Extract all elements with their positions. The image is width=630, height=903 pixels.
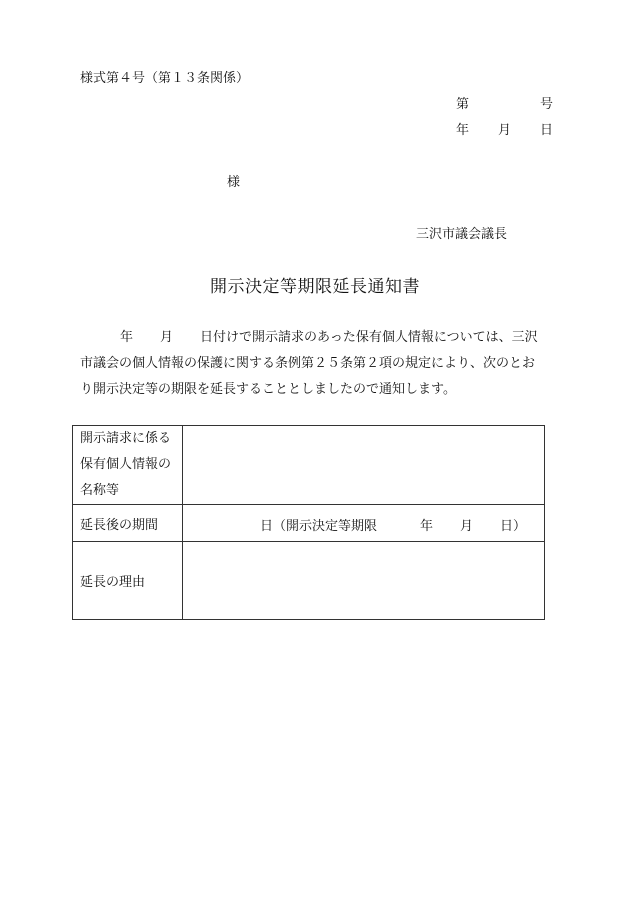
period-value-cell[interactable]	[183, 505, 545, 542]
period-month-unit: 月	[460, 519, 474, 534]
document-title: 開示決定等期限延長通知書	[210, 277, 420, 297]
body-line-1	[80, 326, 538, 345]
body-year-unit: 年	[120, 330, 134, 345]
addressee: 様	[227, 175, 241, 190]
sender: 三沢市議会議長	[416, 227, 508, 242]
period-day-unit: 日	[260, 519, 274, 534]
table-row-name	[73, 426, 545, 505]
name-label-line-3: 名称等	[80, 483, 120, 498]
date-month: 月	[498, 123, 512, 138]
name-label-line-2: 保有個人情報の	[80, 457, 172, 472]
ref-suffix: 号	[540, 97, 554, 112]
name-value-cell[interactable]	[183, 426, 545, 505]
name-label-cell	[73, 426, 183, 505]
date-year: 年	[456, 123, 470, 138]
name-label-line-1: 開示請求に係る	[80, 431, 172, 446]
body-month-unit: 月	[160, 330, 174, 345]
period-label-cell: 延長後の期間	[73, 505, 183, 542]
date-day: 日	[540, 123, 554, 138]
body-line-1-text: 日付けで開示請求のあった保有個人情報については、三沢	[200, 330, 538, 345]
form-id: 様式第４号（第１３条関係）	[80, 71, 250, 86]
ref-label: 第	[456, 97, 470, 112]
reference-number	[456, 93, 552, 111]
table-row-period	[73, 505, 545, 542]
body-line-3: り開示決定等の期限を延長することとしましたので通知します。	[80, 382, 456, 397]
table-row-reason	[73, 542, 545, 620]
period-open-text: （開示決定等期限	[273, 519, 378, 534]
reason-label-cell: 延長の理由	[73, 542, 183, 620]
issue-date	[456, 119, 552, 137]
body-line-2: 市議会の個人情報の保護に関する条例第２５条第２項の規定により、次のとお	[80, 356, 536, 371]
period-year-unit: 年	[420, 519, 434, 534]
info-table	[72, 425, 545, 620]
period-close-text: 日）	[500, 519, 527, 534]
reason-value-cell[interactable]	[183, 542, 545, 620]
